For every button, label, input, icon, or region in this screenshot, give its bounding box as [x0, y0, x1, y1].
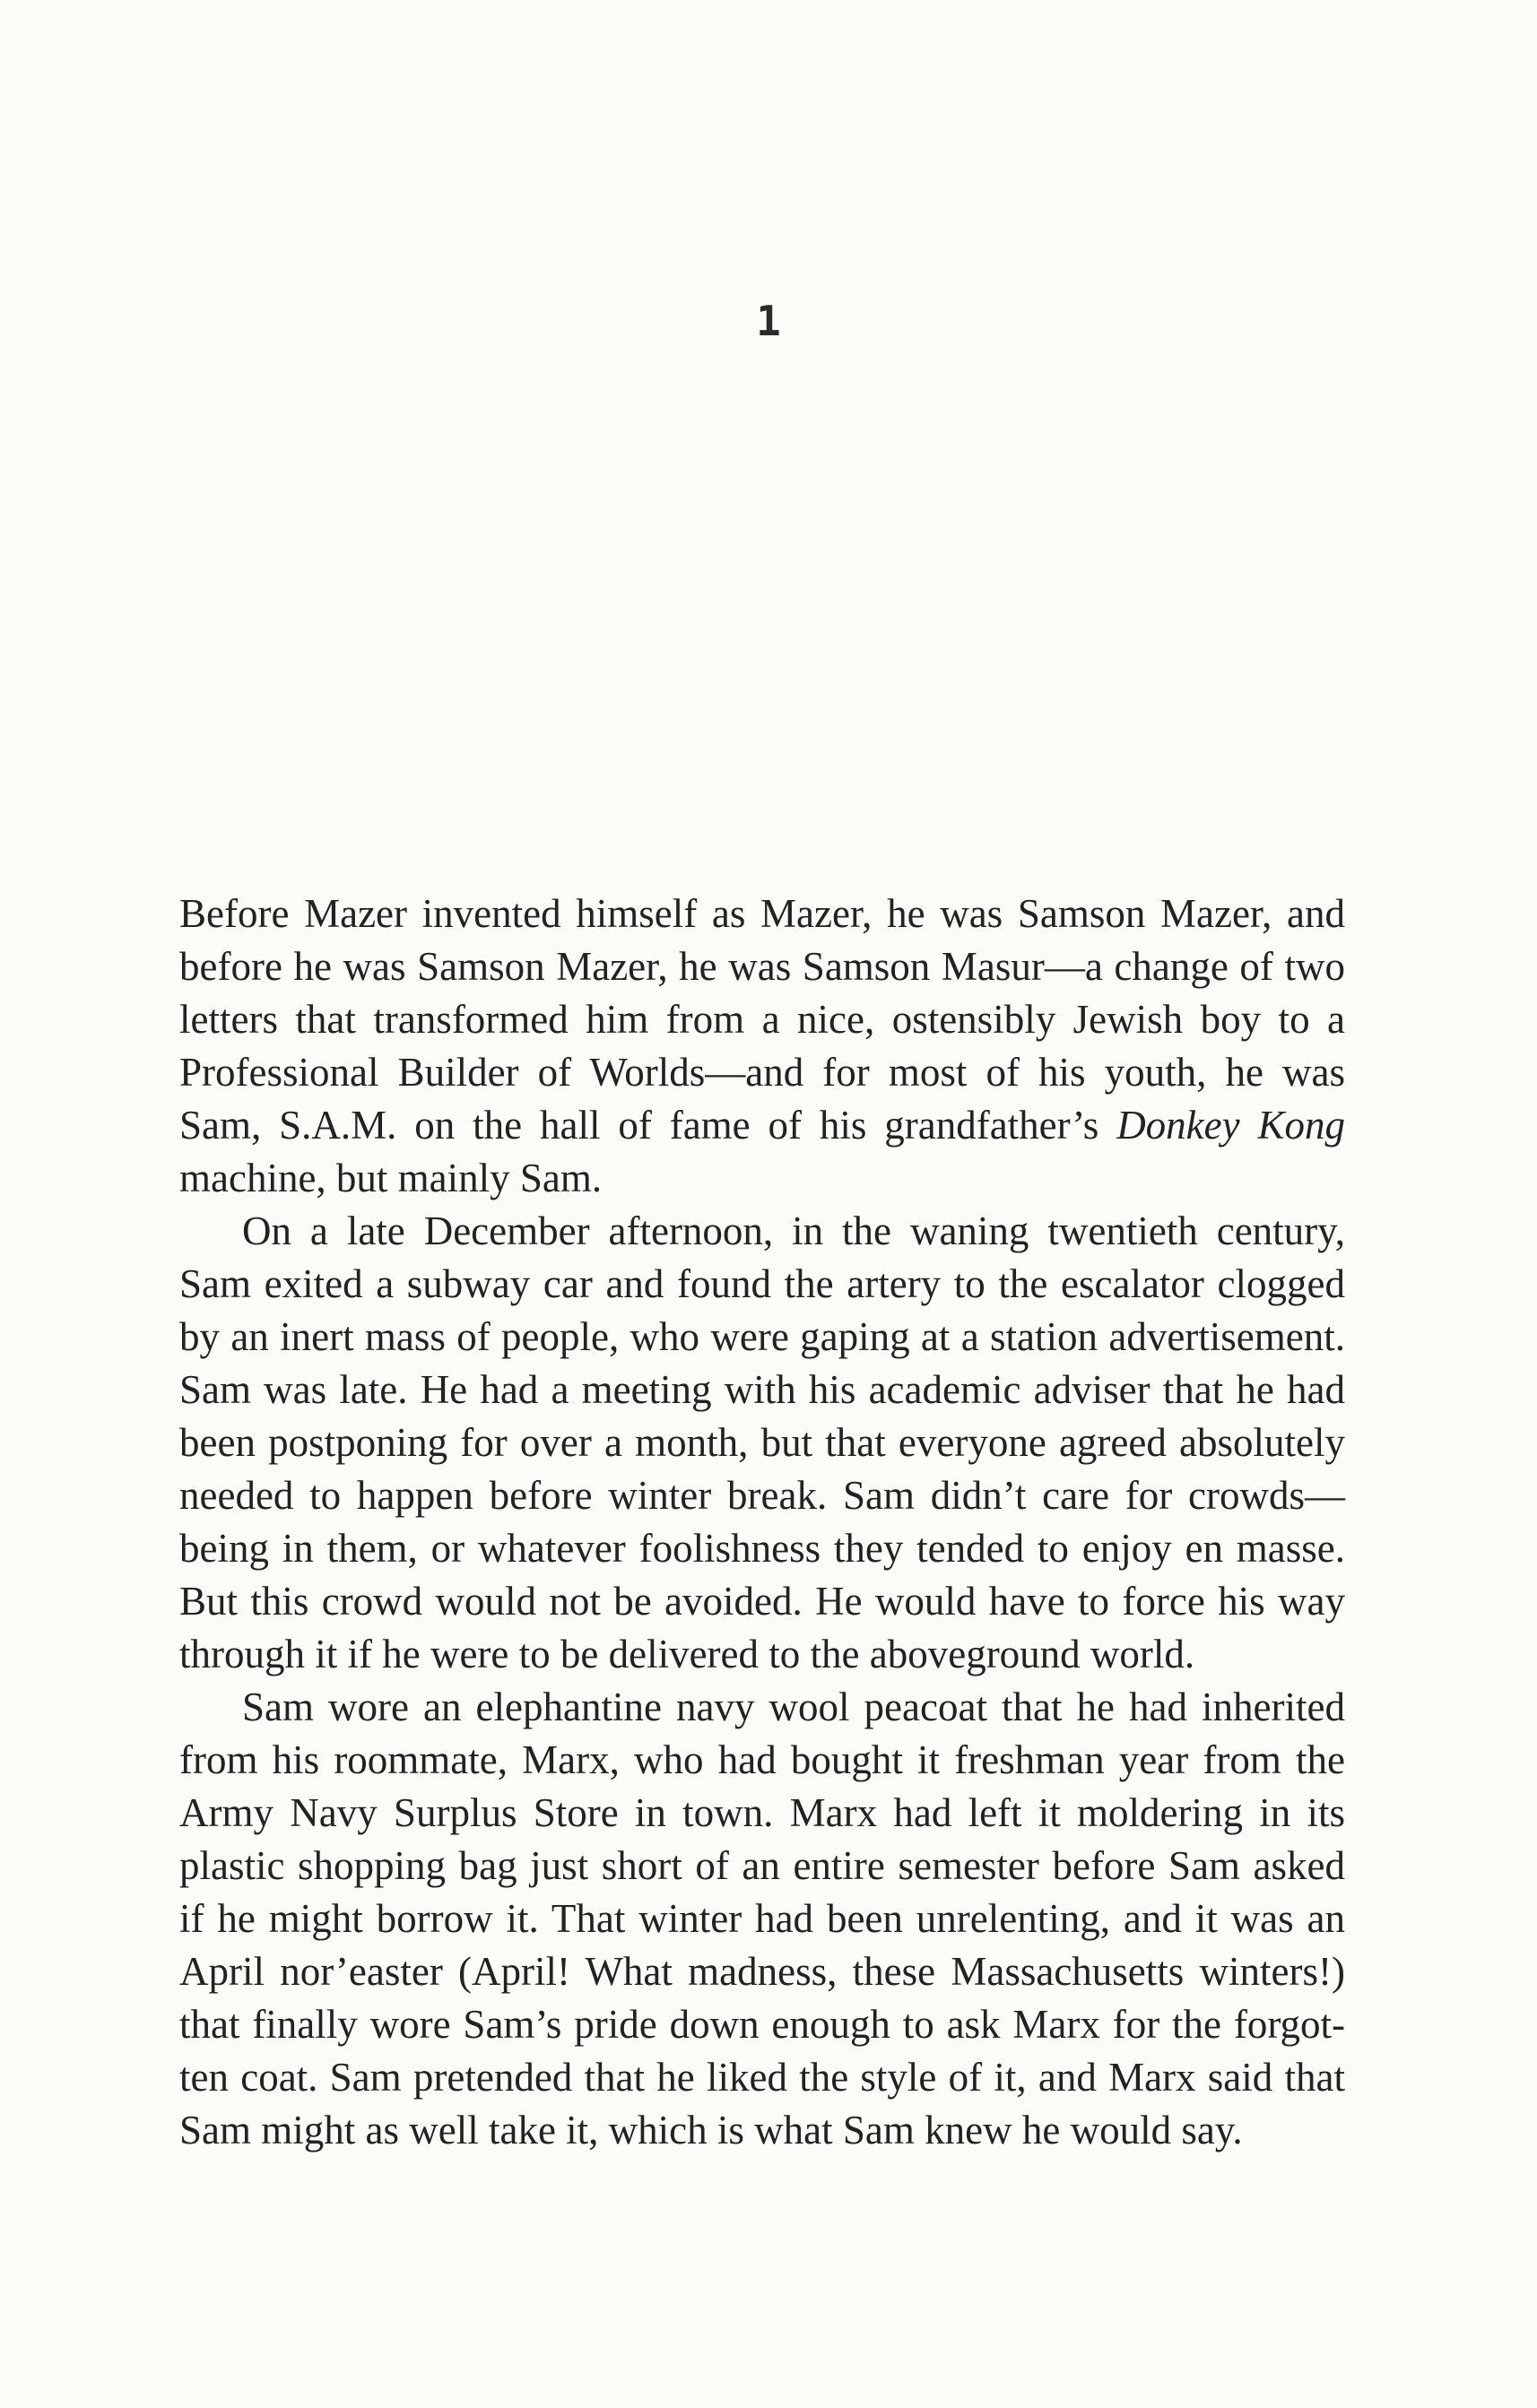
paragraph-1-text-start: Before Mazer invented himself as Mazer, he was Samson Mazer, and before he was Samson Mazer, he was Samson Masur—a change of two letters that transformed him from a nice, ostensibly Jewish boy to a Professional Builder of Worlds—and for most of his youth, he was Sam, S.A.M. on the hall of fame of his grandfather’s: [179, 891, 1345, 1148]
paragraph-1: [179, 888, 1345, 1205]
paragraph-3: Sam wore an elephantine navy wool peacoat that he had inherited from his roommate, Marx, who had bought it freshman year from the Army Navy Surplus Store in town. Marx had left it moldering in its plastic shopping bag just short of an entire semester before Sam asked if he might borrow it. That winter had been unrelenting, and it was an April nor’easter (April! What madness, these Massachusetts winters!) that finally wore Sam’s pride down enough to ask Marx for the forgotten coat. Sam pretended that he liked the style of it, and Marx said that Sam might as well take it, which is what Sam knew he would say.: [179, 1685, 1345, 2152]
chapter-number: 1: [756, 297, 781, 345]
paragraph-1-text-end: machine, but mainly Sam.: [179, 1156, 603, 1200]
paragraph-1-italic-title: Donkey Kong: [1116, 1103, 1345, 1148]
chapter-body: [179, 888, 1345, 2157]
paragraph-2: On a late December afternoon, in the waning twentieth century, Sam exited a subway car and found the artery to the escalator clogged by an inert mass of people, who were gaping at a station advertisement. Sam was late. He had a meeting with his academic adviser that he had been postponing for over a month, but that everyone agreed absolutely needed to happen before winter break. Sam didn’t care for crowds—being in them, or whatever foolishness they tended to enjoy en masse. But this crowd would not be avoided. He would have to force his way through it if he were to be delivered to the aboveground world.: [179, 1208, 1345, 1676]
